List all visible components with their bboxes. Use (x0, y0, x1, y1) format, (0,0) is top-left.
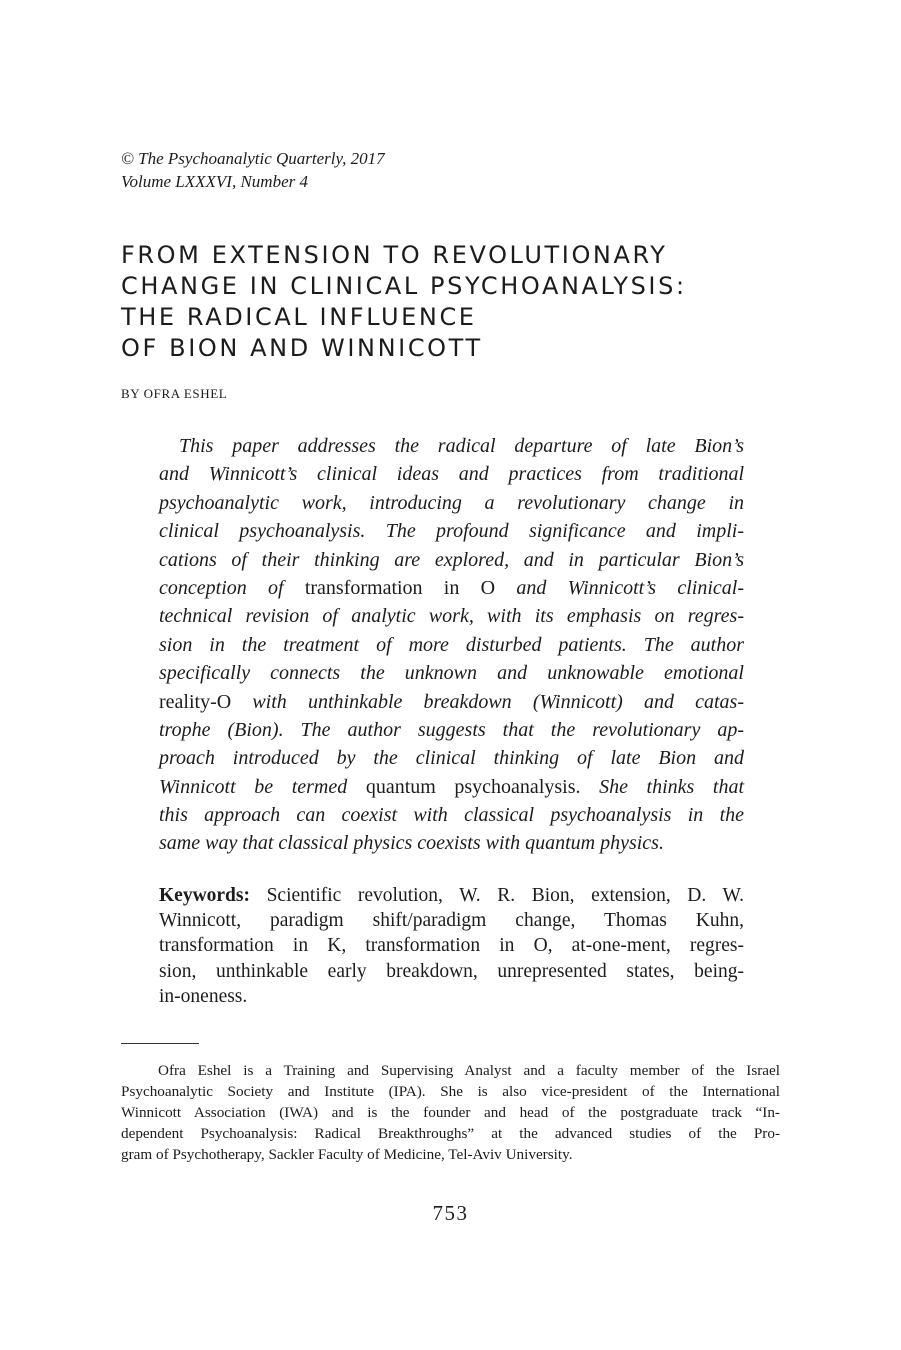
title-line: CHANGE IN CLINICAL PSYCHOANALYSIS: (121, 272, 687, 300)
abstract-line: trophe (Bion). The author suggests that the revolutionary ap- (159, 718, 744, 741)
author-footnote (121, 1060, 780, 1165)
keywords-line (159, 883, 744, 908)
abstract-text: She thinks that (580, 775, 745, 798)
abstract-line: proach introduced by the clinical thinking of late Bion and (159, 747, 744, 770)
keywords-line: Winnicott, paradigm shift/paradigm change, Thomas Kuhn, (159, 910, 744, 932)
abstract-line: technical revision of analytic work, with its emphasis on regres- (159, 605, 744, 628)
abstract-line: psychoanalytic work, introducing a revolutionary change in (159, 491, 744, 514)
keywords-text: Scientific revolution, W. R. Bion, extension, D. W. (250, 885, 744, 906)
title-line: FROM EXTENSION TO REVOLUTIONARY (121, 241, 668, 269)
title-line: OF BION AND WINNICOTT (121, 334, 483, 362)
footnote-rule (121, 1043, 199, 1044)
abstract-line: this approach can coexist with classical psychoanalysis in the (159, 804, 744, 827)
abstract (159, 432, 744, 858)
abstract-line: cations of their thinking are explored, and in particular Bion’s (159, 548, 744, 571)
article-title (121, 240, 687, 364)
abstract-line: This paper addresses the radical departure of late Bion’s (179, 435, 744, 457)
footnote-line: Ofra Eshel is a Training and Supervising Analyst and a faculty member of the Israel (158, 1062, 780, 1079)
keywords-label: Keywords: (159, 885, 250, 906)
abstract-line: sion in the treatment of more disturbed patients. The author (159, 633, 744, 656)
abstract-text: with unthinkable breakdown (Winnicott) and catas- (231, 690, 744, 713)
abstract-term: reality-O (159, 690, 232, 713)
keywords-line: in-oneness. (159, 985, 248, 1007)
footnote-line: gram of Psychotherapy, Sackler Faculty of Medicine, Tel-Aviv University. (121, 1146, 573, 1163)
abstract-term: quantum psychoanalysis. (365, 775, 581, 798)
footnote-line: dependent Psychoanalysis: Radical Breakthroughs” at the advanced studies of the Pro- (121, 1125, 780, 1142)
abstract-line: clinical psychoanalysis. The profound significance and impli- (159, 520, 744, 543)
abstract-line: specifically connects the unknown and unknowable emotional (159, 662, 744, 685)
abstract-line: and Winnicott’s clinical ideas and practices from traditional (159, 463, 744, 486)
footnote-line: Psychoanalytic Society and Institute (IPA). She is also vice-president of the International (121, 1083, 780, 1100)
keywords-line: transformation in K, transformation in O, at-one-ment, regres- (159, 935, 744, 957)
abstract-line: same way that classical physics coexists with quantum physics. (159, 832, 664, 855)
abstract-line (159, 688, 744, 716)
keywords-line: sion, unthinkable early breakdown, unrepresented states, being- (159, 960, 744, 982)
journal-volume: Volume LXXXVI, Number 4 (121, 172, 308, 191)
journal-citation: © The Psychoanalytic Quarterly, 2017 (121, 149, 385, 168)
author-byline: BY OFRA ESHEL (121, 386, 228, 401)
footnote-line: Winnicott Association (IWA) and is the founder and head of the postgraduate track “In- (121, 1104, 780, 1121)
abstract-text: Winnicott be termed (159, 775, 366, 798)
abstract-text: conception of (159, 576, 305, 599)
abstract-line (159, 773, 744, 801)
abstract-line (159, 574, 744, 602)
title-line: THE RADICAL INFLUENCE (121, 303, 477, 331)
keywords (159, 883, 744, 1009)
abstract-text: and Winnicott’s clinical- (495, 576, 744, 599)
abstract-term: transformation in O (304, 576, 496, 599)
page-number: 753 (432, 1201, 469, 1225)
journal-header (121, 147, 385, 193)
